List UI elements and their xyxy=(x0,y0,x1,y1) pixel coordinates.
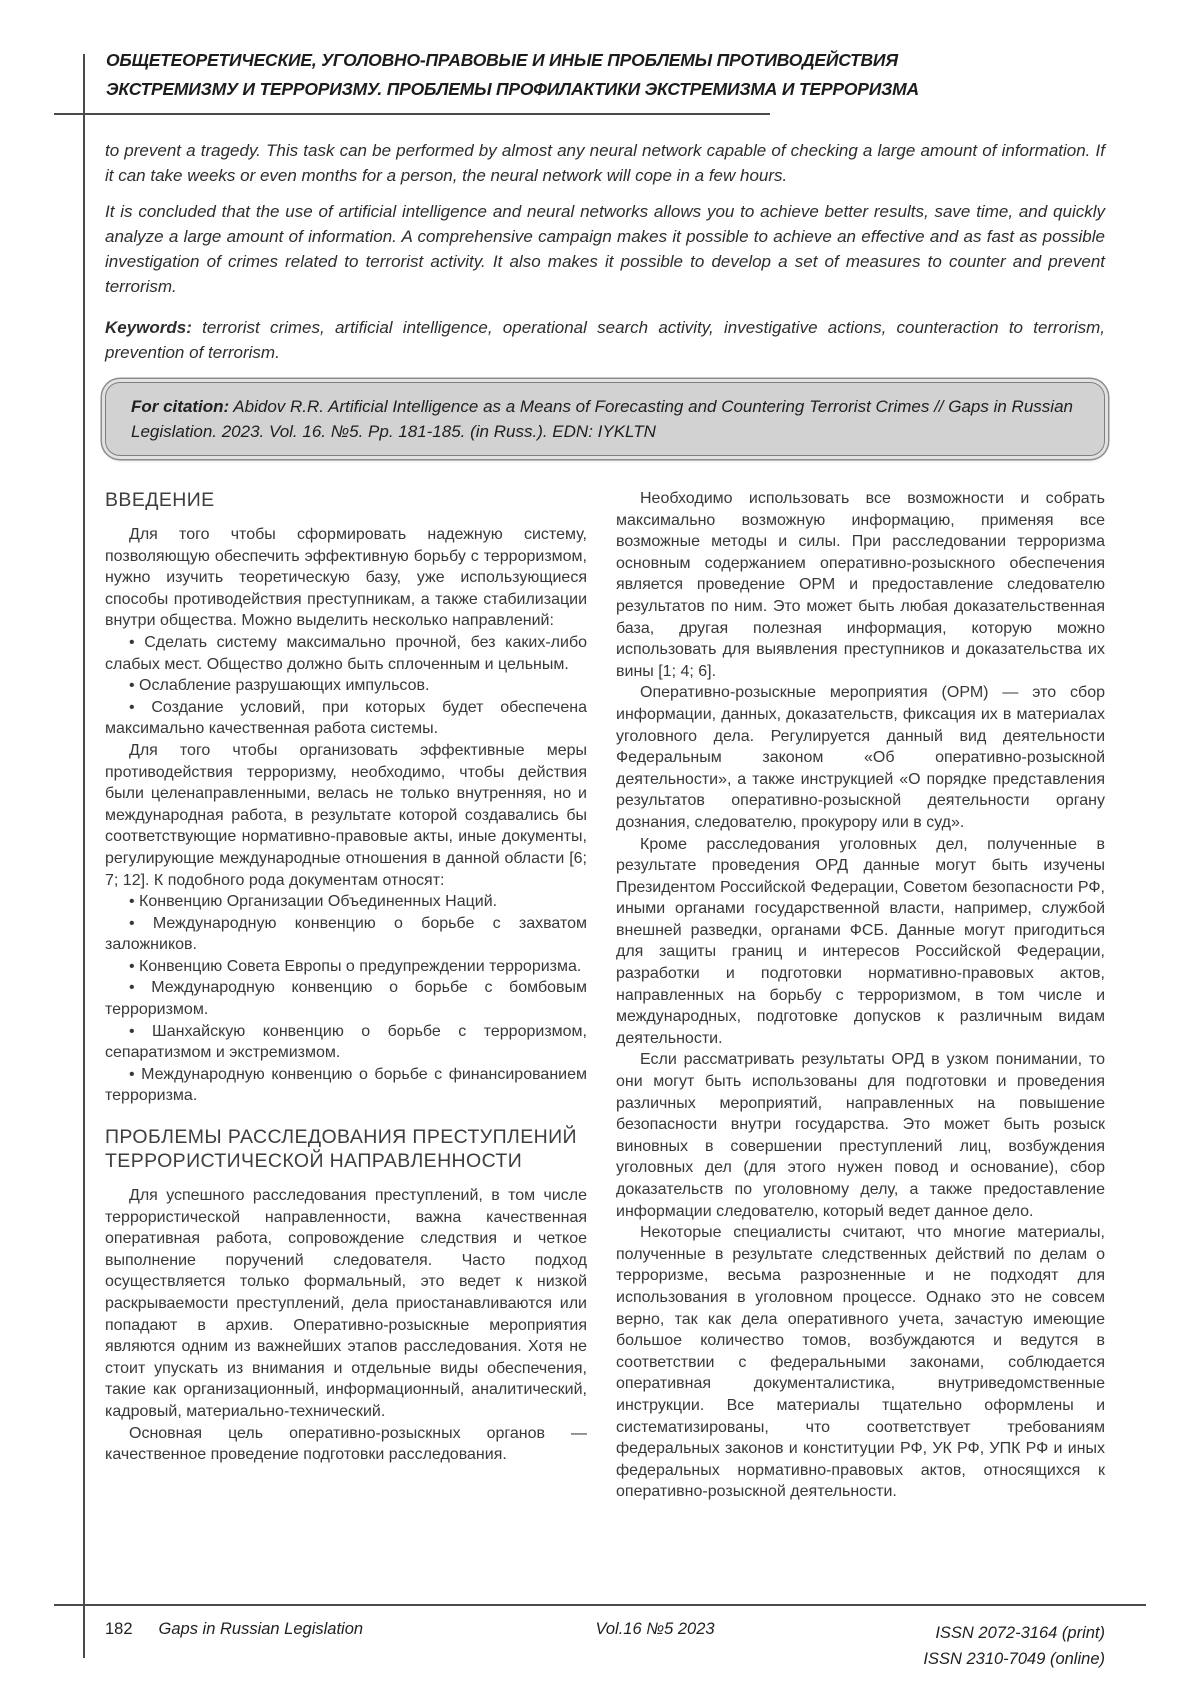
citation-box xyxy=(105,382,1105,456)
journal-title: Gaps in Russian Legislation xyxy=(158,1620,364,1638)
header-divider-rule xyxy=(54,113,770,115)
paragraph: Основная цель оперативно-розыскных органов — качественное проведение подготовки расследования. xyxy=(105,1424,587,1464)
bullet-item: • Создание условий, при которых будет обеспечена максимально качественная работа системы. xyxy=(105,698,587,738)
paragraph: Если рассматривать результаты ОРД в узком понимании, то они могут быть использованы для подготовки и проведения различных мероприятий, направленных на повышение безопасности внутри государства. Это может быть розыск виновных в совершении преступлений лиц, возбуждения уголовных дел (для этого нужен повод и основание), сбор доказательств по уголовному делу, а также предоставление информации следователю, который ведет данное дело. xyxy=(616,1051,1105,1220)
paragraph: Кроме расследования уголовных дел, полученные в результате проведения ОРД данные могут быть изучены Президентом Российской Федерации, Советом безопасности РФ, иными органами государственной власти, например, службой внешней разведки, органами ФСБ. Данные могут пригодиться для защиты границ и интересов Российской Федерации, разработки и подготовки нормативно-правовых актов, направленных на борьбу с терроризмом, в том числе и международных, подготовке допусков к различным видам деятельности. xyxy=(616,835,1105,1047)
right-column xyxy=(616,488,1105,1503)
section-title-introduction: ВВЕДЕНИЕ xyxy=(105,489,215,511)
keywords-paragraph xyxy=(105,315,1105,365)
section-title-problems: ПРОБЛЕМЫ РАССЛЕДОВАНИЯ ПРЕСТУПЛЕНИЙ ТЕРРОРИСТИЧЕСКОЙ НАПРАВЛЕННОСТИ xyxy=(105,1126,577,1173)
running-head-line2: ЭКСТРЕМИЗМУ И ТЕРРОРИЗМУ. ПРОБЛЕМЫ ПРОФИЛАКТИКИ ЭКСТРЕМИЗМА И ТЕРРОРИЗМА xyxy=(106,79,919,99)
page-content xyxy=(105,138,1105,1503)
keywords-label: Keywords: xyxy=(105,318,192,337)
abstract-paragraph-2: It is concluded that the use of artificial intelligence and neural networks allows you to achieve better results, save time, and quickly analyze a large amount of information. A comprehensive campaign makes it possible to achieve an effective and as fast as possible investigation of crimes related to terrorist activity. It also makes it possible to develop a set of measures to counter and prevent terrorism. xyxy=(105,202,1105,296)
paragraph: Некоторые специалисты считают, что многие материалы, полученные в результате следственных действий по делам о терроризме, весьма разрозненные и не подходят для использования в уголовном процессе. Однако это не совсем верно, так как дела оперативного учета, зачастую имеющие большое количество томов, возбуждаются и ведутся в соответствии с федеральными законами, соблюдается оперативная документалистика, внутриведомственные инструкции. Все материалы тщательно оформлены и систематизированы, что соответствует требованиям федеральных законов и конституции РФ, УК РФ, УПК РФ и иных федеральных нормативно-правовых актов, относящихся к оперативно-розыскной деятельности. xyxy=(616,1224,1105,1501)
citation-text: Abidov R.R. Artificial Intelligence as a Means of Forecasting and Countering Terrorist Crimes // Gaps in Russian Legislation. 2023. Vol. 16. №5. Pp. 181-185. (in Russ.). EDN: IYKLTN xyxy=(131,397,1073,441)
paragraph: Оперативно-розыскные мероприятия (ОРМ) — это сбор информации, данных, доказательств, фиксация их в материалах уголовного дела. Регулируется данный вид деятельности Федеральным законом «Об оперативно-розыскной деятельности», а также инструкцией «О порядке представления результатов оперативно-розыскной деятельности органу дознания, следователю, прокурору или в суд». xyxy=(616,684,1105,831)
bullet-item: • Международную конвенцию о борьбе с финансированием терроризма. xyxy=(105,1065,587,1105)
issn-online: ISSN 2310-7049 (online) xyxy=(923,1650,1105,1668)
abstract-paragraph-1: to prevent a tragedy. This task can be performed by almost any neural network capable of checking a large amount of information. If it can take weeks or even months for a person, the neural network will cope in a few hours. xyxy=(105,141,1105,185)
paragraph: Необходимо использовать все возможности и собрать максимально возможную информацию, применяя все возможные методы и силы. При расследовании терроризма основным содержанием оперативно-розыскного обеспечения является проведение ОРМ и предоставление следователю результатов по ним. Это может быть любая доказательственная база, другая полезная информация, которую можно использовать для выявления преступников и доказательства их вины [1; 4; 6]. xyxy=(616,490,1105,680)
page-footer xyxy=(105,1620,1105,1672)
bullet-item: • Конвенцию Организации Объединенных Наций. xyxy=(129,893,498,911)
citation-label: For citation: xyxy=(131,397,230,416)
paragraph: Для успешного расследования преступлений, в том числе террористической направленности, важна качественная оперативная работа, сопровождение следствия и четкое выполнение поручений следователя. Часто подход осуществляется только формальный, это ведет к низкой раскрываемости преступлений, дела приостанавливаются или попадают в архив. Оперативно-розыскные мероприятия являются одним из важнейших этапов расследования. Хотя не стоит упускать из внимания и отдельные виды обеспечения, такие как организационный, информационный, аналитический, кадровый, материально-технический. xyxy=(105,1187,587,1420)
bullet-item: • Конвенцию Совета Европы о предупреждении терроризма. xyxy=(129,957,582,975)
left-margin-rule xyxy=(83,54,85,1658)
running-head xyxy=(106,46,1106,104)
running-head-line1: ОБЩЕТЕОРЕТИЧЕСКИЕ, УГОЛОВНО-ПРАВОВЫЕ И ИНЫЕ ПРОБЛЕМЫ ПРОТИВОДЕЙСТВИЯ xyxy=(106,50,898,70)
bullet-item: • Ослабление разрушающих импульсов. xyxy=(129,677,430,695)
keywords-text: terrorist crimes, artificial intelligence, operational search activity, investigative actions, counteraction to terrorism, prevention of terrorism. xyxy=(105,318,1105,362)
issn-print: ISSN 2072-3164 (print) xyxy=(935,1624,1105,1642)
left-column xyxy=(105,488,587,1503)
bullet-item: • Сделать систему максимально прочной, без каких-либо слабых мест. Общество должно быть сплоченным и цельным. xyxy=(105,633,587,673)
bullet-item: • Международную конвенцию о борьбе с захватом заложников. xyxy=(105,914,587,954)
two-column-body xyxy=(105,488,1105,1503)
paragraph: Для того чтобы организовать эффективные меры противодействия терроризму, необходимо, чтобы действия были целенаправленными, велась не только внутренняя, но и международная работа, в результате которой создавались бы соответствующие нормативно-правовые акты, иные документы, регулирующие международные отношения в данной области [6; 7; 12]. К подобного рода документам относят: xyxy=(105,741,587,889)
abstract xyxy=(105,138,1105,299)
paragraph: Для того чтобы сформировать надежную систему, позволяющую обеспечить эффективную борьбу с терроризмом, нужно изучить теоретическую базу, уже использующиеся способы противодействия преступникам, а также стабилизации внутри общества. Можно выделить несколько направлений: xyxy=(105,526,587,630)
footer-divider-rule xyxy=(54,1604,1146,1606)
bullet-item: • Шанхайскую конвенцию о борьбе с терроризмом, сепаратизмом и экстремизмом. xyxy=(105,1022,587,1062)
footer-left xyxy=(105,1620,455,1639)
footer-right xyxy=(855,1620,1105,1672)
volume-issue: Vol.16 №5 2023 xyxy=(595,1620,715,1638)
bullet-item: • Международную конвенцию о борьбе с бомбовым терроризмом. xyxy=(105,979,587,1019)
page-number: 182 xyxy=(105,1620,133,1638)
